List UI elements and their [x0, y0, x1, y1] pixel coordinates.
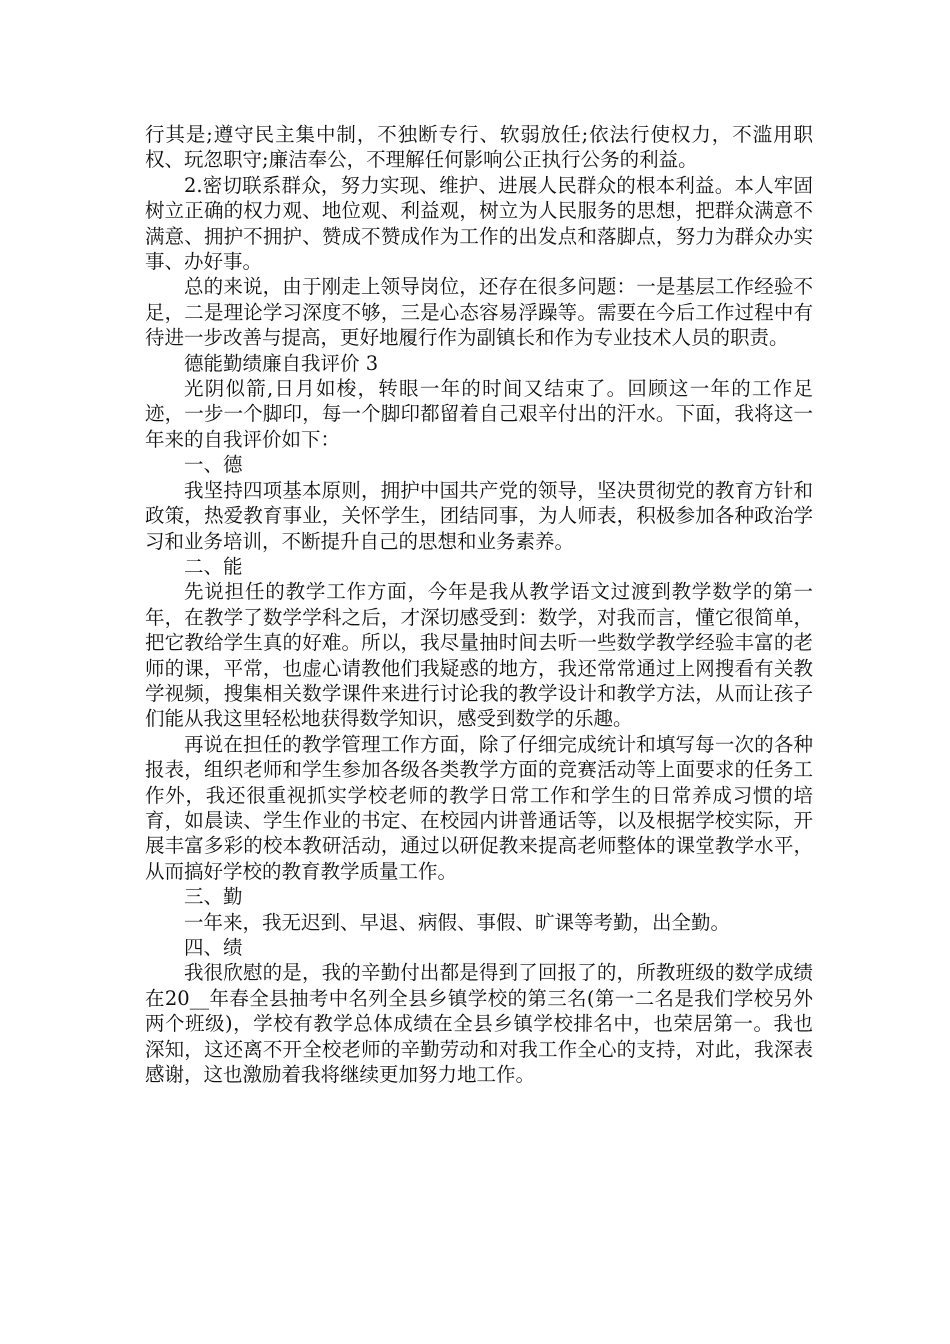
heading-qin: 三、勤	[184, 885, 243, 909]
paragraph-continuation: 行其是;遵守民主集中制，不独断专行、软弱放任;依法行使权力，不滥用职权、玩忽职守;廉洁奉公，不理解任何影响公正执行公务的利益。	[145, 123, 813, 172]
paragraph-neng-management: 再说在担任的教学管理工作方面，除了仔细完成统计和填写每一次的各种报表，组织老师和学生参加各级各类教学方面的竞赛活动等上面要求的任务工作外，我还很重视抓实学校老师的教学日常工作和学生的日常养成习惯的培育，如晨读、学生作业的书定、在校园内讲普通话等，以及根据学校实际，开展丰富多彩的校本教研活动，通过以研促教来提高老师整体的课堂教学水平，从而搞好学校的教育教学质量工作。	[145, 732, 813, 883]
heading-de: 一、德	[184, 453, 243, 477]
paragraph-intro: 光阴似箭,日月如梭，转眼一年的时间又结束了。回顾这一年的工作足迹，一步一个脚印，每一个脚印都留着自己艰辛付出的汗水。下面，我将这一年来的自我评价如下：	[145, 377, 813, 451]
paragraph-qin: 一年来，我无迟到、早退、病假、事假、旷课等考勤，出全勤。	[184, 910, 731, 934]
paragraph-contact-masses: 2.密切联系群众，努力实现、维护、进展人民群众的根本利益。本人牢固树立正确的权力观、地位观、利益观，树立为人民服务的思想，把群众满意不满意、拥护不拥护、赞成不赞成作为工作的出发点和落脚点，努力为群众办实事、办好事。	[145, 173, 813, 274]
paragraph-summary: 总的来说，由于刚走上领导岗位，还存在很多问题：一是基层工作经验不足，二是理论学习深度不够，三是心态容易浮躁等。需要在今后工作过程中有待进一步改善与提高，更好地履行作为副镇长和作为专业技术人员的职责。	[145, 275, 813, 350]
paragraph-ji: 我很欣慰的是，我的辛勤付出都是得到了回报了的，所教班级的数学成绩在20__年春全县抽考中名列全县乡镇学校的第三名(第一二名是我们学校另外两个班级)，学校有教学总体成绩在全县乡镇学校排名中，也荣居第一。我也深知，这还离不开全校老师的辛勤劳动和对我工作全心的支持，对此，我深表感谢，这也激励着我将继续更加努力地工作。	[145, 961, 813, 1087]
heading-neng: 二、能	[184, 554, 243, 578]
paragraph-neng-teaching: 先说担任的教学工作方面，今年是我从教学语文过渡到教学数学的第一年，在教学了数学学科之后，才深切感受到：数学，对我而言，懂它很简单，把它教给学生真的好难。所以，我尽量抽时间去听一些数学教学经验丰富的老师的课，平常，也虚心请教他们我疑惑的地方，我还常常通过上网搜看有关教学视频，搜集相关数学课件来进行讨论我的教学设计和教学方法，从而让孩子们能从我这里轻松地获得数学知识，感受到数学的乐趣。	[145, 580, 813, 731]
heading-ji: 四、绩	[184, 936, 243, 959]
section-title: 德能勤绩廉自我评价 3	[184, 351, 379, 375]
paragraph-de: 我坚持四项基本原则，拥护中国共产党的领导，坚决贯彻党的教育方针和政策，热爱教育事业，关怀学生，团结同事，为人师表，积极参加各种政治学习和业务培训，不断提升自己的思想和业务素养。	[145, 478, 813, 553]
document-page	[145, 122, 813, 1087]
